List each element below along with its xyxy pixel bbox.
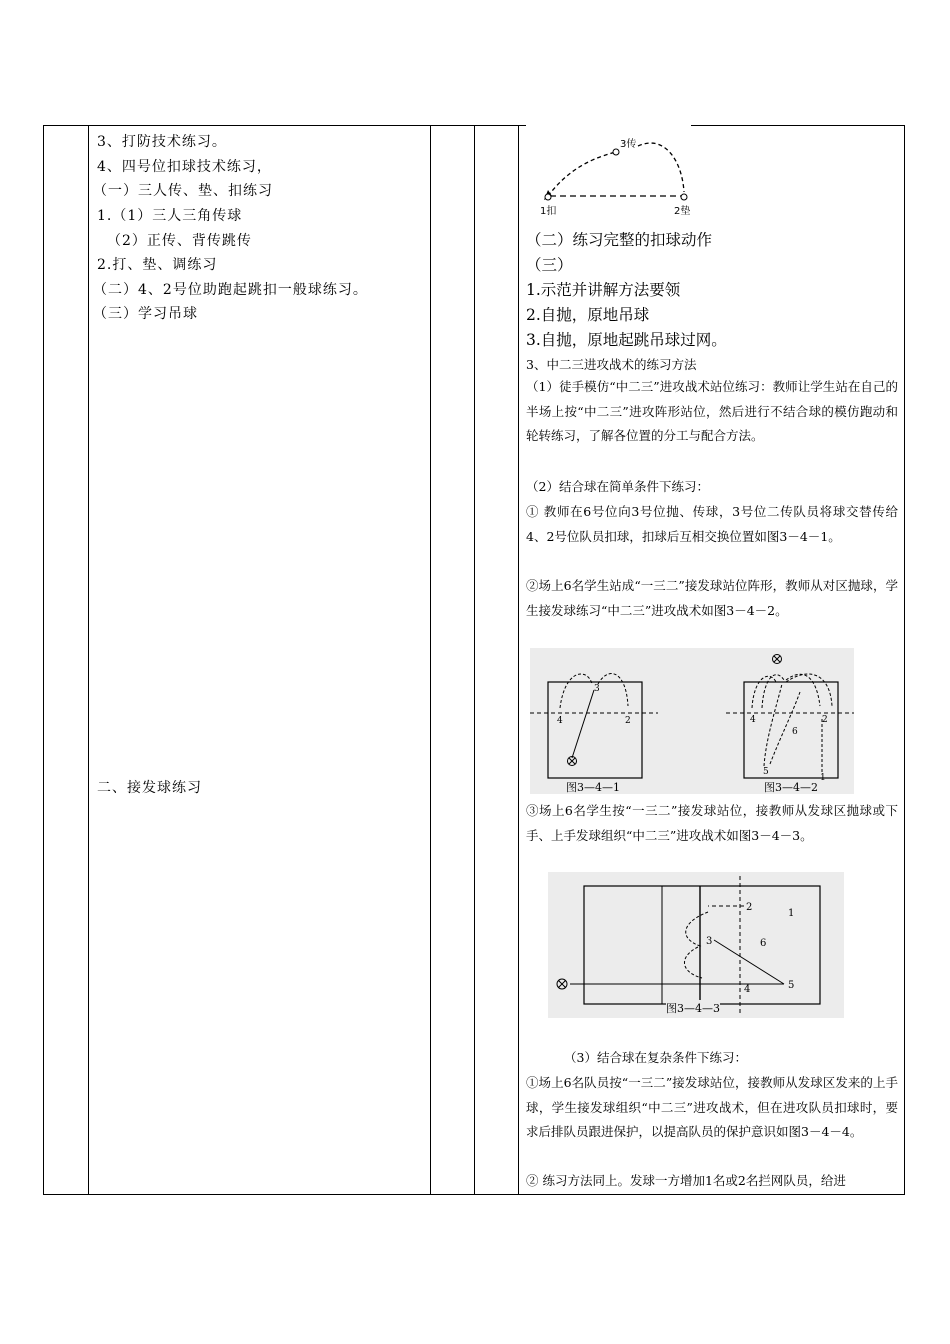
label-2: 2垫 [674,206,691,217]
text-line: 4、四号位扣球技术练习， [97,159,272,175]
text-line: （2）正传、背传跳传 [107,233,252,249]
figure-3-4-3 [548,872,844,1018]
pos-3: 3 [594,684,600,694]
set-arc-right [598,674,628,706]
three-person-pass-diagram [534,130,694,222]
paragraph: ②场上6名学生站成“一三二”接发球站位阵形，教师从对区抛球，学生接发球练习“中二三”进攻战术如图3－4－2。 [526,578,898,618]
subsection-title: 3、中二三进攻战术的练习方法 [526,357,697,372]
paragraph: （3）结合球在复杂条件下练习： [564,1050,747,1065]
heading-two: （二）练习完整的扣球动作 [526,231,713,249]
text-line: （三）学习吊球 [93,306,198,322]
pos-4b: 4 [750,715,756,725]
column-divider-3 [474,126,475,1194]
column-divider-2 [430,126,431,1194]
text-line: 3、打防技术练习。 [97,134,227,150]
pos-5: 5 [788,980,795,991]
caption-3-4-3: 图3—4—3 [666,1002,720,1015]
pos-2: 2 [746,902,753,913]
paragraph: ③场上6名学生按“一三二”接发球站位，接教师从发球区抛球或下手、上手发球组织“中二三”进攻战术如图3－4－3。 [526,803,898,843]
paragraph: （2）结合球在简单条件下练习： [526,479,709,494]
list-item: 1.示范并讲解方法要领 [526,281,681,299]
caption-3-4-2: 图3—4—2 [764,781,818,794]
pos-6: 6 [792,727,798,737]
court-2 [744,682,838,778]
heading-three: （三） [526,256,573,274]
pass-arc-right [638,143,684,192]
caption-3-4-1: 图3—4—1 [566,781,620,794]
court-diagram-3-svg [548,872,844,1018]
pos-5: 5 [763,767,769,777]
toss-line [572,690,594,758]
section-heading: 二、接发球练习 [97,780,202,796]
text-line: 2.打、垫、调练习 [97,257,218,273]
paragraph: ① 教师在6号位向3号位抛、传球，3号位二传队员将球交替传给4、2号位队员扣球，扣球后互相交换位置如图3－4－1。 [526,504,898,544]
label-1: 1扣 [540,206,557,217]
pos-4: 4 [557,716,563,726]
list-item: 2.自抛，原地吊球 [526,306,650,324]
set-curve [684,912,708,978]
pos-1: 1 [788,908,795,919]
column-divider-1 [88,126,89,1194]
figure-3-4-1-and-2 [530,648,854,794]
pos-2b: 2 [822,715,828,725]
paragraph: ①场上6名队员按“一三二”接发球站位，接教师从发球区发来的上手球，学生接发球组织“中二三”进攻战术，但在进攻队员扣球时，要求后排队员跟进保护，以提高队员的保护意识如图3－4－4。 [526,1075,898,1139]
full-court [584,886,820,1004]
pass-diagram-svg [534,130,694,222]
pos-6: 6 [760,938,767,949]
arc-b [762,675,784,708]
court-diagrams-svg [530,648,854,794]
pass-arc-left [548,152,616,196]
column-divider-4 [518,126,519,1194]
paragraph: （1）徒手模仿“中二三”进攻战术站位练习：教师让学生站在自己的半场上按“中二三”进攻阵形站位，然后进行不结合球的模仿跑动和轮转练习，了解各位置的分工与配合方法。 [526,379,898,443]
text-line: （一）三人传、垫、扣练习 [93,183,273,199]
top-border-gap [526,125,691,128]
arc-d [786,674,832,706]
lesson-table [43,125,905,1195]
pos-3: 3 [706,936,713,947]
set-arc-left [560,674,592,708]
pos-4: 4 [744,984,751,995]
player-1-marker [545,194,551,200]
paragraph: ② 练习方法同上。发球一方增加1名或2名拦网队员，给进 [526,1173,846,1188]
pos-2: 2 [625,716,631,726]
player-3-marker [613,149,619,155]
player-2-marker [681,194,687,200]
run-a [764,684,782,766]
label-3: 3传 [620,139,637,150]
pass-line [714,940,784,984]
pos-1: 1 [820,773,826,783]
list-item: 3.自抛，原地起跳吊球过网。 [526,331,727,349]
text-line: （二）4、2号位助跑起跳扣一般球练习。 [93,282,368,298]
text-line: 1.（1）三人三角传球 [97,208,243,224]
